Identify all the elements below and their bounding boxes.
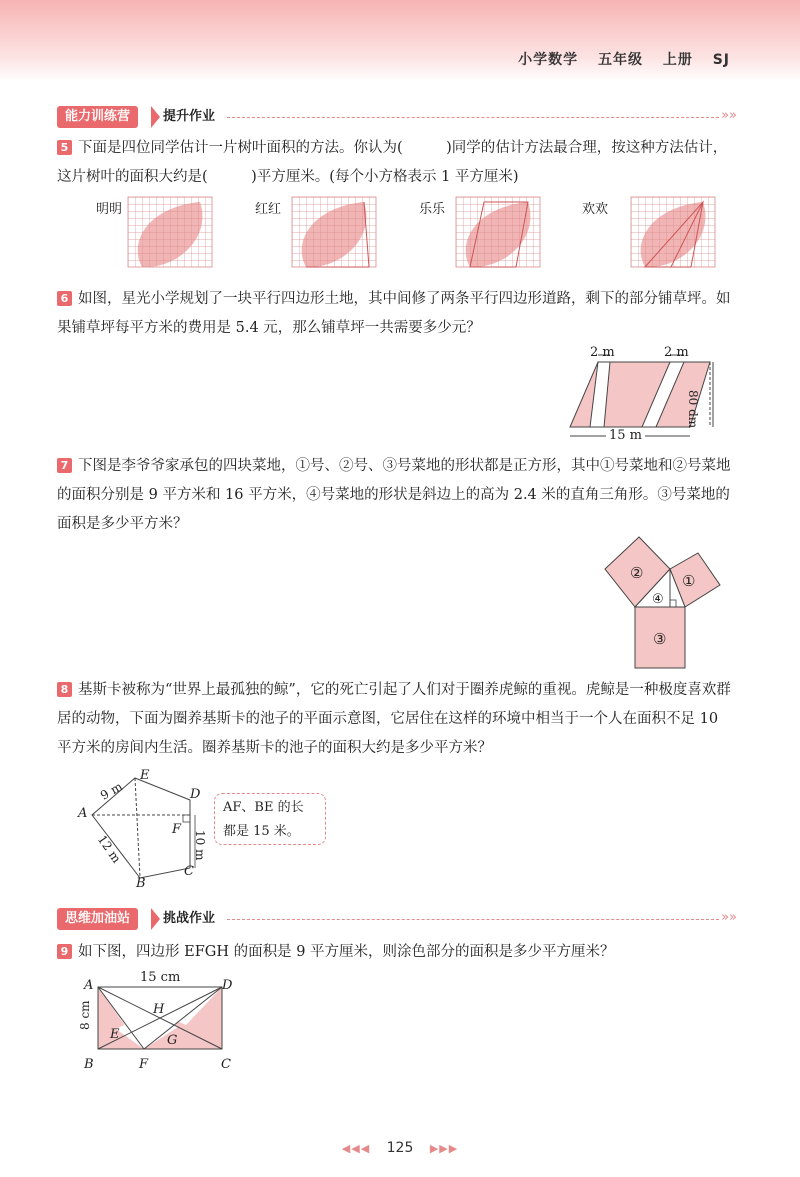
section-ability-training <box>57 106 737 128</box>
page-header <box>504 49 730 69</box>
question-8 <box>57 676 737 763</box>
square-plots-figure <box>600 537 730 672</box>
point-h-label: H <box>153 1002 165 1017</box>
length-ae-label: 9 m <box>98 779 125 803</box>
section-subtitle: 提升作业 <box>153 106 215 128</box>
header-volume: 上册 <box>662 52 693 68</box>
leaf-label-honghong: 红红 <box>255 202 282 217</box>
road-width-label-2: 2 m <box>664 345 689 360</box>
question-text: 基斯卡被称为“世界上最孤独的鲸”，它的死亡引起了人们对于圈养虎鲸的重视。虎鲸是一种极度喜欢群居的动物，下面为圈养基斯卡的池子的平面示意图，它居住在这样的环境中相当于一个人在面积不足 10 平方米的房间内生活。圈养基斯卡的池子的面积大约是多少平方米？ <box>57 682 731 756</box>
vertex-a-label: A <box>78 806 88 821</box>
vertex-e-label: E <box>140 768 150 783</box>
road-width-label-1: 2 m <box>590 345 615 360</box>
question-number: 7 <box>57 458 72 473</box>
width-label: 15 cm <box>140 970 181 985</box>
page-number: 125 <box>386 1140 414 1156</box>
section-divider <box>227 117 719 118</box>
question-text: 如下图，四边形 EFGH 的面积是 9 平方厘米，则涂色部分的面积是多少平方厘米？ <box>78 944 615 960</box>
header-edition: SJ <box>712 52 730 68</box>
point-e-label: E <box>110 1027 120 1042</box>
vertex-f-label: F <box>139 1057 149 1072</box>
height-label: 80 dm <box>686 390 700 429</box>
parallelogram-land-figure <box>560 343 740 443</box>
plot-4-label: ④ <box>652 592 664 607</box>
header-grade: 五年级 <box>597 52 643 68</box>
section-tag: 能力训练营 <box>57 106 138 128</box>
vertex-c-label: C <box>184 864 194 879</box>
leaf-grid-mingming <box>128 197 212 272</box>
question-text: 下图是李爷爷家承包的四块菜地，①号、②号、③号菜地的形状都是正方形，其中①号菜地和②号菜地的面积分别是 9 平方米和 16 平方米，④号菜地的形状是斜边上的高为 2.4 米的直角三角形。③号菜地的面积是多少平方米？ <box>57 458 731 532</box>
header-subject: 小学数学 <box>518 52 579 68</box>
vertex-b-label: B <box>136 876 146 891</box>
plot-2-label: ② <box>630 564 644 582</box>
vertex-d-label: D <box>222 978 233 993</box>
rectangle-figure <box>98 987 228 1052</box>
vertex-f-label: F <box>172 822 182 837</box>
left-arrows-icon: ◀◀◀ <box>341 1142 371 1155</box>
question-number: 8 <box>57 682 72 697</box>
point-g-label: G <box>167 1033 178 1048</box>
vertex-b-label: B <box>84 1057 94 1072</box>
leaf-grid-lele <box>456 197 540 272</box>
double-chevron-icon: »» <box>721 108 737 123</box>
question-6 <box>57 285 737 343</box>
question-7 <box>57 452 737 539</box>
leaf-label-huanhuan: 欢欢 <box>582 202 609 217</box>
plot-1-label: ① <box>682 572 696 590</box>
question-5 <box>57 134 737 192</box>
leaf-grid-huanhuan <box>631 197 715 272</box>
section-thinking-boost <box>57 908 737 930</box>
right-arrows-icon: ▶▶▶ <box>429 1142 459 1155</box>
question-number: 5 <box>57 140 72 155</box>
leaf-grid-honghong <box>292 197 376 272</box>
page-footer <box>0 1140 800 1156</box>
vertex-c-label: C <box>221 1057 231 1072</box>
vertex-a-label: A <box>84 978 94 993</box>
length-ab-label: 12 m <box>94 832 124 866</box>
leaf-label-lele: 乐乐 <box>419 202 446 217</box>
section-subtitle: 挑战作业 <box>153 908 215 930</box>
section-divider <box>227 919 719 920</box>
note-line-2: 都是 15 米。 <box>223 824 300 839</box>
note-line-1: AF、BE 的长 <box>223 800 304 815</box>
vertex-d-label: D <box>190 787 201 802</box>
question-number: 9 <box>57 944 72 959</box>
leaf-label-mingming: 明明 <box>96 202 123 217</box>
double-chevron-icon: »» <box>721 910 737 925</box>
plot-3-label: ③ <box>653 630 667 648</box>
question-9 <box>57 938 737 967</box>
length-cd-label: 10 m <box>193 830 207 861</box>
base-length-label: 15 m <box>606 428 645 443</box>
question-text: 如图，星光小学规划了一块平行四边形土地，其中间修了两条平行四边形道路，剩下的部分铺草坪。如果铺草坪每平方米的费用是 5.4 元，那么铺草坪一共需要多少元？ <box>57 291 731 336</box>
height-label: 8 cm <box>78 1000 92 1030</box>
dimension-note <box>214 793 326 845</box>
question-number: 6 <box>57 291 72 306</box>
top-band <box>0 0 800 82</box>
section-tag: 思维加油站 <box>57 908 138 930</box>
question-text: 下面是四位同学估计一片树叶面积的方法。你认为( )同学的估计方法最合理，按这种方法估计，这片树叶的面积大约是( )平方厘米。(每个小方格表示 1 平方厘米) <box>57 140 728 185</box>
